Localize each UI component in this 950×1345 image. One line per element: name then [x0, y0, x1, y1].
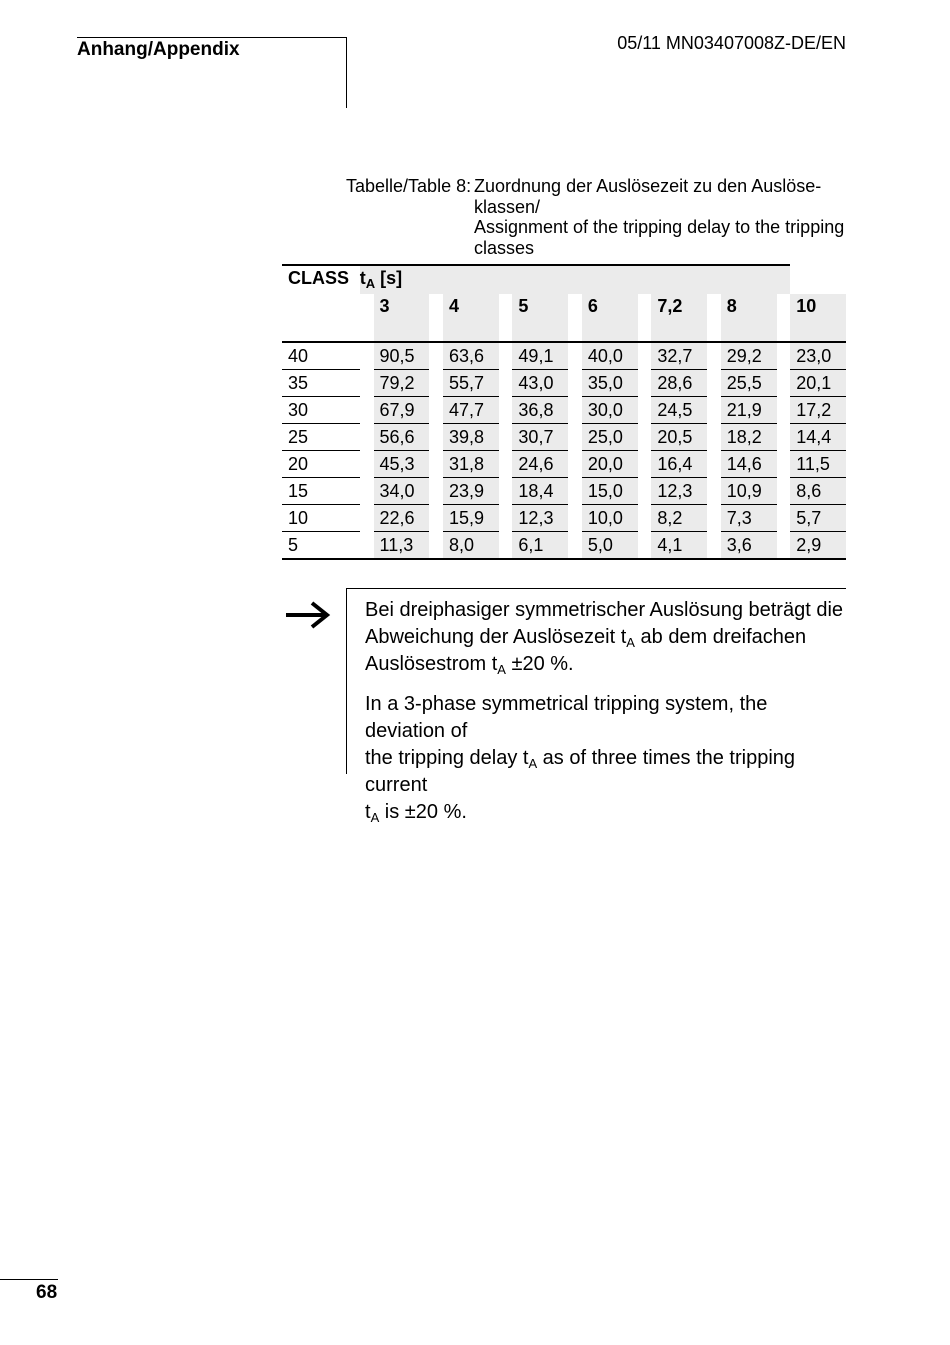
class-cell: 35	[282, 370, 360, 397]
tripping-time-cell: 4,1	[651, 532, 707, 560]
class-cell: 20	[282, 451, 360, 478]
tripping-time-cell: 39,8	[443, 424, 499, 451]
header-divider	[346, 37, 347, 108]
tripping-time-cell: 49,1	[512, 342, 568, 370]
tripping-time-cell: 30,7	[512, 424, 568, 451]
note-rule	[346, 588, 846, 589]
tripping-class-table	[282, 264, 846, 560]
tripping-time-cell: 67,9	[374, 397, 430, 424]
tripping-time-cell: 11,5	[790, 451, 846, 478]
tripping-time-cell: 6,1	[512, 532, 568, 560]
tripping-time-cell: 35,0	[582, 370, 638, 397]
caption-line: classes	[474, 237, 535, 258]
tripping-time-cell: 15,9	[443, 505, 499, 532]
multiplier-column-header: 6	[582, 294, 638, 342]
tripping-time-cell: 7,3	[721, 505, 777, 532]
class-cell: 15	[282, 478, 360, 505]
document-reference: 05/11 MN03407008Z-DE/EN	[617, 33, 846, 53]
caption-line: klassen/	[474, 196, 541, 217]
tripping-time-cell: 20,1	[790, 370, 846, 397]
tripping-time-cell: 11,3	[374, 532, 430, 560]
section-title: Anhang/Appendix	[77, 39, 240, 60]
tripping-time-cell: 14,4	[790, 424, 846, 451]
tripping-time-cell: 79,2	[374, 370, 430, 397]
multiplier-column-header: 3	[374, 294, 430, 342]
tripping-time-cell: 55,7	[443, 370, 499, 397]
tripping-time-cell: 45,3	[374, 451, 430, 478]
tripping-time-header: $t_A$ [s]	[360, 265, 790, 294]
tripping-time-cell: 12,3	[651, 478, 707, 505]
caption-label: Tabelle/Table 8:	[346, 176, 472, 196]
tripping-time-cell: 34,0	[374, 478, 430, 505]
multiplier-column-header: 8	[721, 294, 777, 342]
tripping-time-cell: 18,2	[721, 424, 777, 451]
tripping-time-cell: 5,7	[790, 505, 846, 532]
table-row	[282, 397, 846, 424]
note-german: Bei dreiphasiger symmetrischer Auslösung beträgt die Abweichung der Auslösezeit $t_A$ ab dem dreifachen Auslösestrom $t_A \pm 20$ %.	[365, 599, 844, 677]
tripping-time-cell: 25,5	[721, 370, 777, 397]
tripping-time-cell: 12,3	[512, 505, 568, 532]
caption-text	[474, 176, 854, 258]
tripping-time-cell: 43,0	[512, 370, 568, 397]
table-body	[282, 342, 846, 559]
tripping-time-cell: 56,6	[374, 424, 430, 451]
tripping-time-cell: 28,6	[651, 370, 707, 397]
tripping-time-cell: 17,2	[790, 397, 846, 424]
tripping-time-cell: 63,6	[443, 342, 499, 370]
class-column-header: CLASS	[282, 265, 360, 294]
class-cell: 10	[282, 505, 360, 532]
tripping-time-cell: 22,6	[374, 505, 430, 532]
tripping-time-cell: 24,5	[651, 397, 707, 424]
table-row	[282, 424, 846, 451]
note-text	[365, 597, 847, 839]
tripping-time-cell: 90,5	[374, 342, 430, 370]
tripping-time-cell: 20,0	[582, 451, 638, 478]
tripping-time-cell: 18,4	[512, 478, 568, 505]
tripping-time-cell: 8,6	[790, 478, 846, 505]
tripping-time-cell: 23,0	[790, 342, 846, 370]
tripping-time-cell: 30,0	[582, 397, 638, 424]
table-row	[282, 505, 846, 532]
tripping-time-cell: 20,5	[651, 424, 707, 451]
tripping-time-cell: 24,6	[512, 451, 568, 478]
table-row	[282, 478, 846, 505]
table-row	[282, 370, 846, 397]
tripping-time-cell: 2,9	[790, 532, 846, 560]
arrow-right-icon	[284, 600, 332, 635]
table-row	[282, 532, 846, 560]
tripping-time-cell: 15,0	[582, 478, 638, 505]
tripping-time-cell: 25,0	[582, 424, 638, 451]
note-english: In a 3-phase symmetrical tripping system, the deviation of the tripping delay $t_A$ as of three times the tripping current $t_A$ is ±20 %.	[365, 693, 796, 825]
class-cell: 25	[282, 424, 360, 451]
tripping-time-cell: 36,8	[512, 397, 568, 424]
tripping-time-cell: 32,7	[651, 342, 707, 370]
caption-line: Assignment of the tripping delay to the tripping	[474, 217, 845, 237]
multiplier-header-row	[282, 294, 846, 342]
tripping-time-cell: 10,9	[721, 478, 777, 505]
class-cell: 30	[282, 397, 360, 424]
table-row	[282, 342, 846, 370]
tripping-time-cell: 3,6	[721, 532, 777, 560]
tripping-time-cell: 8,2	[651, 505, 707, 532]
tripping-time-cell: 5,0	[582, 532, 638, 560]
table-header-row	[282, 265, 846, 294]
tripping-time-cell: 21,9	[721, 397, 777, 424]
tripping-time-cell: 23,9	[443, 478, 499, 505]
multiplier-column-header: 7,2	[651, 294, 707, 342]
note-divider	[346, 588, 347, 774]
footer-rule	[0, 1279, 58, 1280]
page-number: 68	[36, 1282, 58, 1303]
multiplier-column-header: 4	[443, 294, 499, 342]
multiplier-column-header: 10	[790, 294, 846, 342]
tripping-time-cell: 14,6	[721, 451, 777, 478]
caption-line: Zuordnung der Auslösezeit zu den Auslöse-	[474, 176, 822, 196]
multiplier-column-header: 5	[512, 294, 568, 342]
table-row	[282, 451, 846, 478]
tripping-time-cell: 31,8	[443, 451, 499, 478]
tripping-time-cell: 47,7	[443, 397, 499, 424]
tripping-time-cell: 29,2	[721, 342, 777, 370]
class-cell: 40	[282, 342, 360, 370]
tripping-time-cell: 8,0	[443, 532, 499, 560]
tripping-time-cell: 10,0	[582, 505, 638, 532]
tripping-time-cell: 16,4	[651, 451, 707, 478]
header-rule	[77, 37, 347, 38]
tripping-time-cell: 40,0	[582, 342, 638, 370]
class-cell: 5	[282, 532, 360, 560]
